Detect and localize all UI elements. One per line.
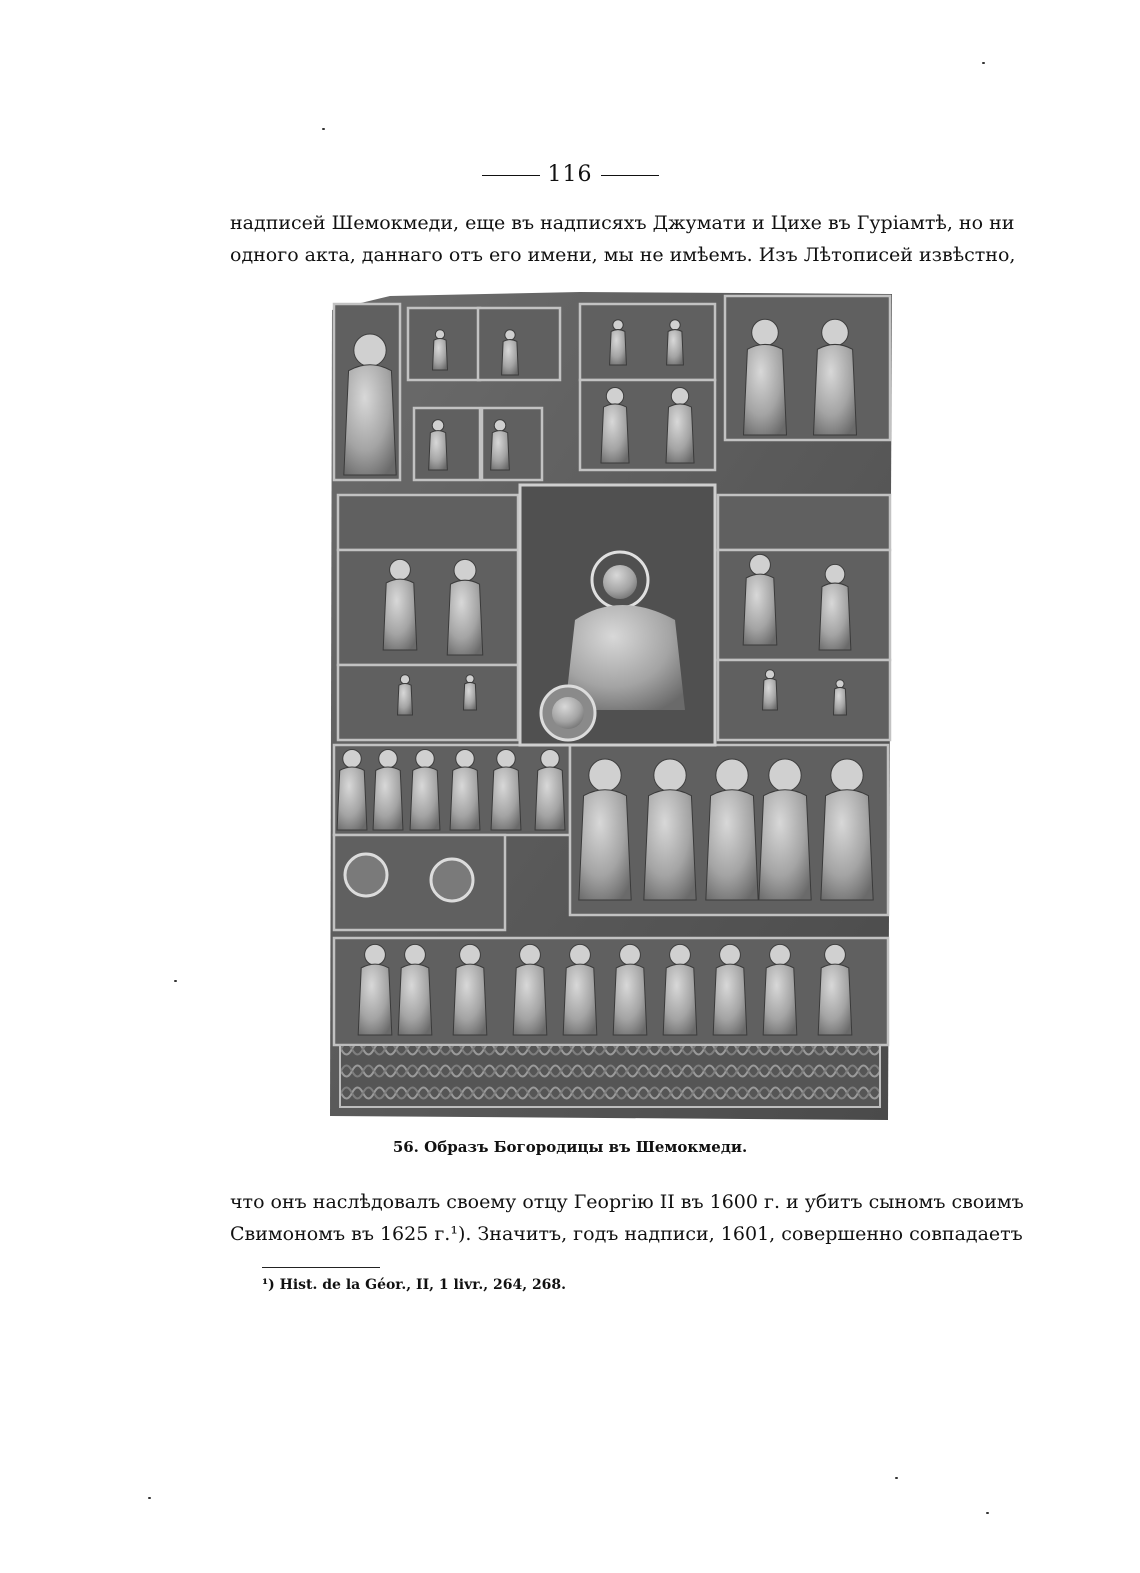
saint-figure: [610, 330, 627, 365]
saint-halo: [390, 559, 411, 580]
saint-halo: [770, 944, 791, 965]
saint-figure: [579, 790, 631, 900]
saint-figure: [535, 767, 565, 830]
saint-figure: [337, 767, 367, 830]
saint-halo: [505, 330, 515, 340]
paragraph-top: [230, 207, 1016, 271]
saint-figure: [644, 790, 696, 900]
saint-figure: [433, 339, 448, 371]
medallion: [431, 859, 473, 901]
saint-halo: [520, 944, 541, 965]
saint-halo: [541, 749, 559, 767]
saint-halo: [825, 944, 846, 965]
relief-panel: [718, 495, 890, 550]
text-line: одного акта, даннаго отъ его имени, мы не имѣемъ. Изъ Лѣтописей извѣстно,: [230, 244, 1016, 266]
saint-halo: [654, 759, 686, 791]
head: [603, 565, 637, 599]
medallion: [345, 854, 387, 896]
saint-halo: [836, 680, 844, 688]
page-number-text: 116: [547, 162, 593, 187]
saint-halo: [670, 944, 691, 965]
figure-caption: 56. Образъ Богородицы въ Шемокмеди.: [392, 1138, 748, 1156]
saint-figure: [759, 790, 811, 900]
interlace-band: [340, 1045, 880, 1107]
saint-halo: [613, 320, 623, 330]
saint-halo: [750, 554, 771, 575]
saint-halo: [379, 749, 397, 767]
icon-photograph: [330, 290, 895, 1120]
saint-figure: [563, 964, 597, 1035]
relief-panel: [338, 665, 518, 740]
saint-figure: [818, 964, 852, 1035]
scan-speck: [986, 1512, 989, 1514]
saint-figure: [383, 579, 417, 650]
saint-figure: [713, 964, 747, 1035]
saint-figure: [429, 431, 448, 470]
saint-halo: [435, 330, 444, 339]
page-number-rule-right: [601, 175, 659, 176]
saint-figure: [663, 964, 697, 1035]
saint-halo: [454, 559, 476, 581]
saint-figure: [743, 574, 777, 645]
saint-figure: [344, 365, 396, 475]
saint-halo: [825, 564, 845, 584]
saint-figure: [410, 767, 440, 830]
saint-figure: [819, 583, 851, 650]
text-line: Свимономъ въ 1625 г.¹). Значитъ, годъ надписи, 1601, совершенно совпадаетъ: [230, 1223, 1023, 1245]
relief-panel: [580, 304, 715, 380]
page-number: [0, 162, 1140, 187]
saint-halo: [831, 759, 863, 791]
text-line: надписей Шемокмеди, еще въ надписяхъ Джумати и Цихе въ Гуріамтѣ, но ни: [230, 212, 1015, 234]
saint-halo: [822, 319, 849, 346]
saint-figure: [666, 404, 694, 463]
saint-halo: [365, 944, 386, 965]
saint-figure: [601, 404, 629, 463]
saint-halo: [752, 319, 779, 346]
medallion-figure: [552, 697, 584, 729]
saint-halo: [343, 749, 361, 767]
saint-halo: [456, 749, 474, 767]
relief-panel: [338, 550, 518, 665]
saint-halo: [589, 759, 621, 791]
saint-figure: [398, 684, 413, 716]
saint-figure: [358, 964, 392, 1035]
saint-figure: [763, 679, 778, 711]
saint-figure: [450, 767, 480, 830]
saint-figure: [743, 344, 786, 435]
paragraph-bottom: [230, 1186, 1024, 1250]
text-line: что онъ наслѣдовалъ своему отцу Георгію II въ 1600 г. и убитъ сыномъ своимъ: [230, 1191, 1024, 1213]
footnote: ¹) Hist. de la Géor., II, 1 livr., 264, 268.: [262, 1277, 567, 1293]
saint-figure: [763, 964, 797, 1035]
scan-speck: [322, 128, 325, 130]
saint-halo: [466, 675, 474, 683]
saint-halo: [400, 675, 409, 684]
scan-speck: [174, 980, 177, 982]
saint-figure: [463, 682, 476, 710]
saint-figure: [373, 767, 403, 830]
saint-figure: [491, 767, 521, 830]
saint-figure: [502, 340, 519, 375]
saint-figure: [667, 330, 684, 365]
saint-figure: [453, 964, 487, 1035]
saint-halo: [416, 749, 434, 767]
saint-halo: [432, 420, 444, 432]
saint-figure: [821, 790, 873, 900]
scan-speck: [895, 1477, 898, 1479]
saint-halo: [671, 387, 688, 404]
footnote-rule: [262, 1267, 380, 1268]
saint-halo: [716, 759, 748, 791]
saint-figure: [447, 580, 483, 655]
saint-halo: [405, 944, 426, 965]
saint-figure: [491, 431, 510, 470]
saint-halo: [354, 334, 386, 366]
scan-speck: [982, 62, 985, 64]
saint-figure: [813, 344, 856, 435]
page-number-rule-left: [482, 175, 540, 176]
saint-halo: [460, 944, 481, 965]
scan-speck: [148, 1497, 151, 1499]
saint-halo: [769, 759, 801, 791]
relief-panel: [718, 660, 890, 740]
saint-halo: [670, 320, 680, 330]
relief-icon-photograph: [330, 290, 895, 1120]
relief-panel: [338, 495, 518, 550]
saint-figure: [833, 687, 846, 715]
saint-halo: [497, 749, 515, 767]
saint-figure: [513, 964, 547, 1035]
saint-halo: [494, 420, 506, 432]
saint-halo: [720, 944, 741, 965]
relief-panel: [580, 380, 715, 470]
saint-halo: [620, 944, 641, 965]
saint-figure: [613, 964, 647, 1035]
saint-figure: [398, 964, 432, 1035]
saint-figure: [706, 790, 758, 900]
saint-halo: [765, 670, 774, 679]
saint-halo: [606, 387, 623, 404]
relief-panel: [478, 308, 560, 380]
saint-halo: [570, 944, 591, 965]
